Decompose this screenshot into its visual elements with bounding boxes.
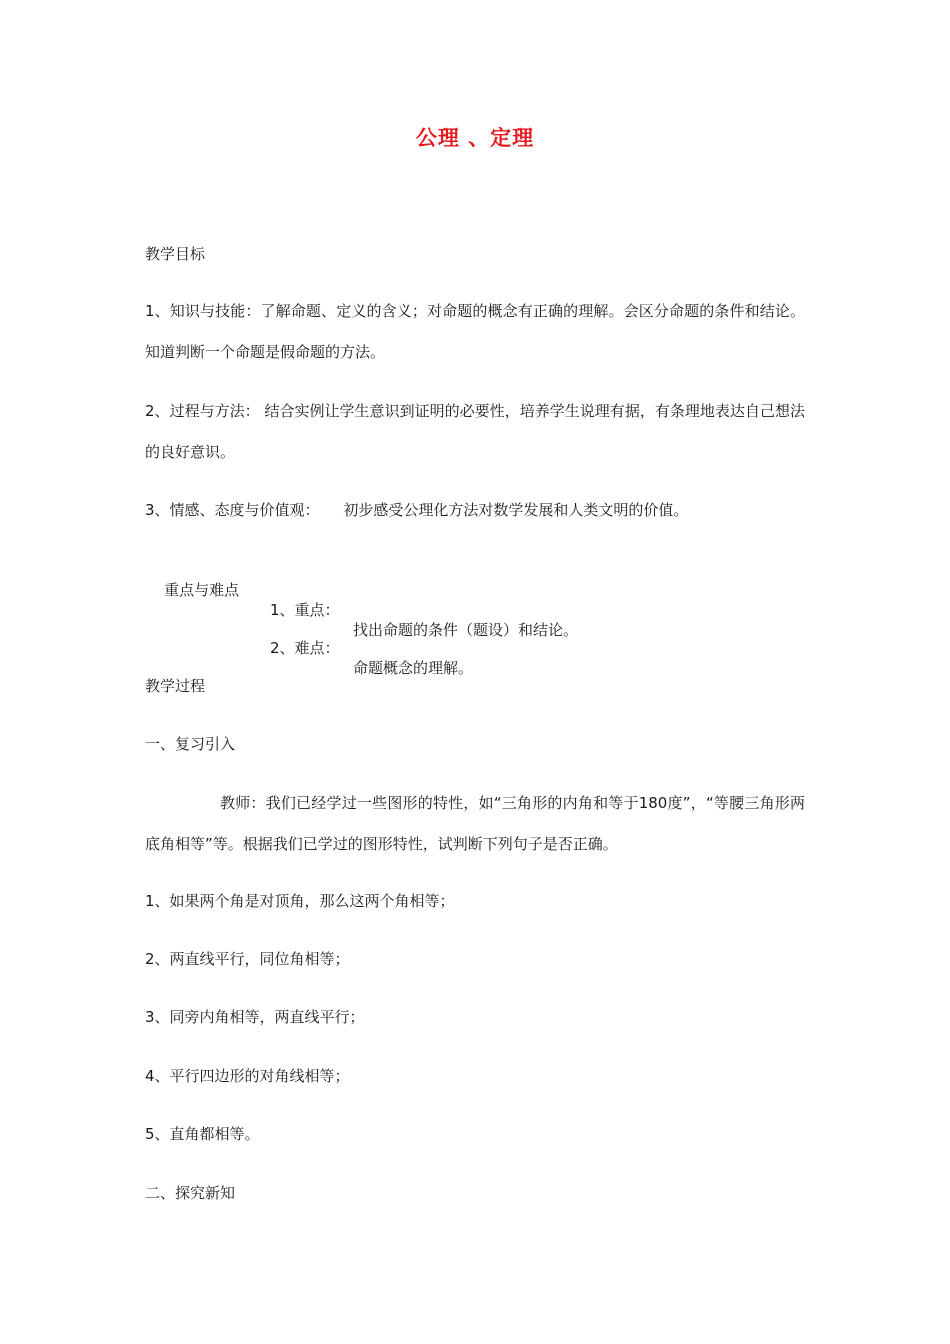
key-point-2-label: 2、难点： — [270, 639, 340, 657]
objective-1-paragraph: 1、知识与技能：了解命题、定义的含义；对命题的概念有正确的理解。会区分命题的条件和结论。知道判断一个命题是假命题的方法。 — [145, 302, 805, 361]
objective-3-paragraph: 3、情感、态度与价值观： 初步感受公理化方法对数学发展和人类文明的价值。 — [145, 501, 689, 519]
key-point-1-label: 1、重点： — [270, 601, 340, 619]
objectives-heading: 教学目标 — [145, 245, 206, 263]
objective-2-paragraph: 2、过程与方法： 结合实例让学生意识到证明的必要性，培养学生说理有据，有条理地表达自己想法的良好意识。 — [145, 402, 805, 461]
key-point-2-text: 命题概念的理解。 — [353, 659, 474, 677]
statement-4: 4、平行四边形的对角线相等； — [145, 1067, 350, 1085]
section-1-heading: 一、复习引入 — [145, 735, 236, 753]
page-title: 公理 、定理 — [415, 126, 535, 150]
key-points-label: 重点与难点 — [164, 581, 240, 599]
difficulty-row — [145, 618, 805, 698]
process-heading: 教学过程 — [145, 677, 206, 695]
key-point-1-text: 找出命题的条件（题设）和结论。 — [353, 621, 579, 639]
statement-1: 1、如果两个角是对顶角，那么这两个角相等； — [145, 892, 455, 910]
statement-5: 5、直角都相等。 — [145, 1125, 260, 1143]
statement-2: 2、两直线平行，同位角相等； — [145, 950, 350, 968]
teacher-paragraph: 教师：我们已经学过一些图形的特性，如“三角形的内角和等于180度”，“等腰三角形两底角相等”等。根据我们已学过的图形特性，试判断下列句子是否正确。 — [145, 794, 805, 853]
section-2-heading: 二、探究新知 — [145, 1184, 236, 1202]
statement-3: 3、同旁内角相等，两直线平行； — [145, 1008, 365, 1026]
